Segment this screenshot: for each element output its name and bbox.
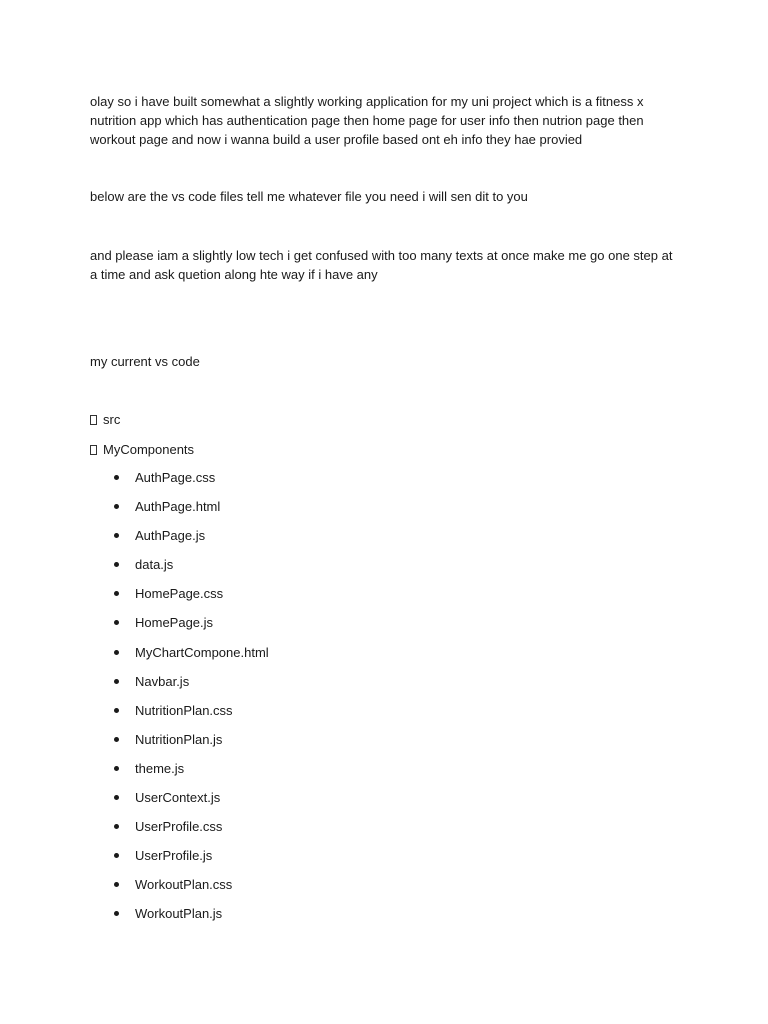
folder-src-label: src: [103, 412, 121, 427]
file-name: HomePage.js: [135, 615, 214, 631]
list-item: [0, 904, 269, 933]
list-item: [0, 730, 269, 759]
list-item: [0, 701, 269, 730]
file-name: HomePage.css: [135, 586, 224, 602]
file-name: UserContext.js: [135, 790, 221, 806]
file-name: UserProfile.css: [135, 819, 223, 835]
file-list: [0, 468, 269, 934]
list-item: [0, 672, 269, 701]
file-name: data.js: [135, 557, 174, 573]
folder-mycomponents: [90, 440, 194, 459]
bullet-icon: [114, 824, 119, 829]
file-name: WorkoutPlan.js: [135, 906, 223, 922]
list-item: [0, 846, 269, 875]
file-name: WorkoutPlan.css: [135, 877, 233, 893]
list-item: [0, 643, 269, 672]
file-name: NutritionPlan.js: [135, 731, 223, 747]
bullet-icon: [114, 562, 119, 567]
list-item: [0, 817, 269, 846]
file-name: AuthPage.html: [135, 499, 221, 515]
bullet-icon: [114, 591, 119, 596]
folder-src: [90, 410, 120, 429]
bullet-icon: [114, 650, 119, 655]
bullet-icon: [114, 504, 119, 509]
folder-icon: [90, 445, 97, 455]
folder-icon: [90, 415, 97, 425]
bullet-icon: [114, 911, 119, 916]
bullet-icon: [114, 708, 119, 713]
list-item: [0, 584, 269, 613]
file-name: Navbar.js: [135, 673, 190, 689]
list-item: [0, 613, 269, 642]
file-name: NutritionPlan.css: [135, 702, 233, 718]
bullet-icon: [114, 620, 119, 625]
files-request-paragraph: below are the vs code files tell me whatever file you need i will sen dit to you: [90, 189, 528, 204]
step-by-step-paragraph: and please iam a slightly low tech i get confused with too many texts at once make me go one step at a time and ask quetion along hte way if i have any: [90, 248, 673, 282]
list-item: [0, 759, 269, 788]
list-item: [0, 526, 269, 555]
bullet-icon: [114, 737, 119, 742]
file-name: AuthPage.js: [135, 528, 206, 544]
list-item: [0, 788, 269, 817]
intro-paragraph: olay so i have built somewhat a slightly working application for my uni project which is a fitness x nutrition app which has authentication page then home page for user info then nutrion page then workout page and now i wanna build a user profile based ont eh info they hae provied: [90, 94, 644, 147]
list-item: [0, 497, 269, 526]
list-item: [0, 875, 269, 904]
bullet-icon: [114, 679, 119, 684]
bullet-icon: [114, 853, 119, 858]
vs-code-heading: my current vs code: [90, 354, 200, 369]
bullet-icon: [114, 882, 119, 887]
file-name: theme.js: [135, 760, 185, 776]
folder-mycomponents-label: MyComponents: [103, 442, 195, 457]
file-name: AuthPage.css: [135, 470, 216, 485]
bullet-icon: [114, 795, 119, 800]
file-name: MyChartCompone.html: [135, 644, 269, 660]
bullet-icon: [114, 766, 119, 771]
list-item: [0, 555, 269, 584]
bullet-icon: [114, 475, 119, 480]
list-item: [0, 468, 269, 497]
bullet-icon: [114, 533, 119, 538]
file-name: UserProfile.js: [135, 848, 213, 864]
